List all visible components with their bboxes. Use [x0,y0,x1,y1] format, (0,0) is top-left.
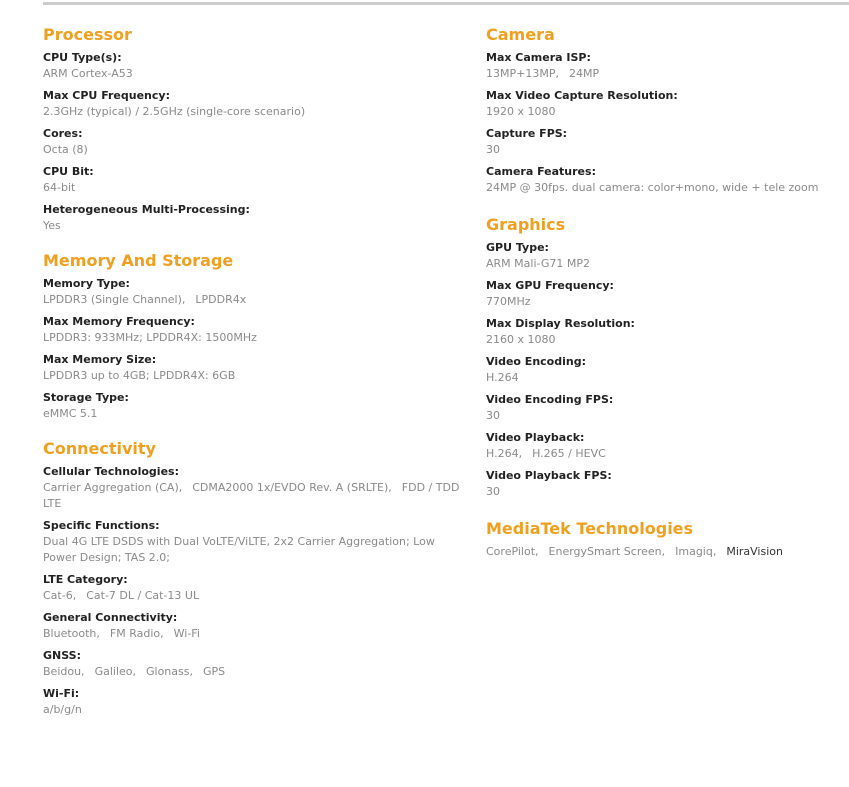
spec-value-item: Cat-6, [43,589,77,602]
spec-label: Cellular Technologies: [43,465,179,478]
spec-label: CPU Type(s): [43,51,122,64]
spec-max-video-capture-resolution [486,88,826,120]
spec-label: Heterogeneous Multi-Processing: [43,203,250,216]
spec-value: a/b/g/n [43,703,82,716]
spec-label: Capture FPS: [486,127,568,140]
spec-value [43,588,463,604]
mediatek-technologies-section [486,519,826,560]
spec-value-item: H.265 / HEVC [532,447,606,460]
spec-label: LTE Category: [43,573,128,586]
spec-label: Video Encoding: [486,355,586,368]
right-column [486,25,826,560]
technology-item-imagiq: Imagiq, [675,545,717,558]
spec-label: Max Memory Frequency: [43,315,195,328]
technology-list [486,544,826,560]
spec-value-item: CDMA2000 1x/EVDO Rev. A (SRLTE), [192,481,392,494]
graphics-section [486,215,826,500]
processor-section [43,25,463,234]
spec-lte-category [43,572,463,604]
spec-label: Max Memory Size: [43,353,157,366]
spec-max-memory-size [43,352,463,384]
spec-value: Yes [43,219,61,232]
spec-value-item: FM Radio, [109,627,164,640]
spec-value: 2160 x 1080 [486,333,556,346]
spec-label: Max Camera ISP: [486,51,591,64]
spec-value: ARM Mali-G71 MP2 [486,257,591,270]
spec-label: Max CPU Frequency: [43,89,170,102]
spec-value: 30 [486,409,500,422]
spec-video-encoding-fps [486,392,826,424]
spec-max-gpu-frequency [486,278,826,310]
technology-item-corepilot: CorePilot, [486,545,539,558]
spec-storage-type [43,390,463,422]
spec-value-item: LPDDR3 (Single Channel), [43,293,186,306]
spec-capture-fps [486,126,826,158]
spec-label: Video Encoding FPS: [486,393,614,406]
spec-label: Wi-Fi: [43,687,80,700]
spec-video-encoding [486,354,826,386]
spec-label: Max Display Resolution: [486,317,635,330]
technology-item-energysmart-screen: EnergySmart Screen, [548,545,666,558]
spec-label: Max Video Capture Resolution: [486,89,678,102]
camera-title: Camera [486,25,555,44]
spec-value-item: Bluetooth, [43,627,100,640]
spec-value: LPDDR3 up to 4GB; LPDDR4X: 6GB [43,369,236,382]
spec-max-memory-frequency [43,314,463,346]
spec-cellular-technologies [43,464,463,512]
spec-label: Cores: [43,127,83,140]
camera-section [486,25,826,196]
connectivity-section [43,439,463,718]
spec-memory-type [43,276,463,308]
spec-cpu-type [43,50,463,82]
spec-value-item: 13MP+13MP, [486,67,559,80]
spec-cpu-bit [43,164,463,196]
processor-title: Processor [43,25,132,44]
spec-general-connectivity [43,610,463,642]
technology-link-miravision[interactable]: MiraVision [726,545,783,558]
spec-value: eMMC 5.1 [43,407,98,420]
spec-value [486,446,826,462]
spec-value-item: H.264, [486,447,523,460]
spec-max-display-resolution [486,316,826,348]
spec-value-item: 24MP [568,67,600,80]
spec-value-item: FDD / TDD LTE [43,481,460,510]
spec-value-item: Beidou, [43,665,85,678]
spec-label: Memory Type: [43,277,130,290]
graphics-title: Graphics [486,215,566,234]
spec-max-camera-isp [486,50,826,82]
spec-value: H.264 [486,371,519,384]
spec-value-item: LPDDR4x [195,293,247,306]
spec-gnss [43,648,463,680]
spec-gpu-type [486,240,826,272]
memory-section [43,251,463,422]
spec-label: Video Playback FPS: [486,469,612,482]
spec-value: 30 [486,485,500,498]
spec-value: ARM Cortex-A53 [43,67,133,80]
spec-label: General Connectivity: [43,611,178,624]
spec-value [43,664,463,680]
spec-wifi [43,686,463,718]
spec-cores [43,126,463,158]
spec-value [486,66,826,82]
spec-max-cpu-frequency [43,88,463,120]
memory-title: Memory And Storage [43,251,234,270]
spec-value: LPDDR3: 933MHz; LPDDR4X: 1500MHz [43,331,257,344]
spec-video-playback [486,430,826,462]
spec-value-item: Cat-7 DL / Cat-13 UL [86,589,200,602]
spec-camera-features [486,164,826,196]
spec-value-item: Glonass, [146,665,193,678]
spec-value [43,480,463,512]
spec-label: GNSS: [43,649,81,662]
spec-value-item: Galileo, [94,665,136,678]
spec-label: GPU Type: [486,241,549,254]
left-column [43,25,463,724]
spec-value: 770MHz [486,295,531,308]
spec-value: Dual 4G LTE DSDS with Dual VoLTE/ViLTE, 2x2 Carrier Aggregation; Low Power Design; TAS 2.0; [43,535,435,564]
spec-value-item: GPS [202,665,226,678]
spec-label: Storage Type: [43,391,129,404]
spec-value [43,626,463,642]
spec-label: CPU Bit: [43,165,94,178]
spec-value [43,292,463,308]
spec-value: 30 [486,143,500,156]
spec-value-item: Carrier Aggregation (CA), [43,481,183,494]
top-divider [43,2,849,5]
spec-value: 1920 x 1080 [486,105,556,118]
spec-hmp [43,202,463,234]
spec-specific-functions [43,518,463,566]
spec-video-playback-fps [486,468,826,500]
spec-label: Specific Functions: [43,519,160,532]
spec-value: 24MP @ 30fps. dual camera: color+mono, wide + tele zoom [486,181,819,194]
mediatek-title: MediaTek Technologies [486,519,694,538]
spec-value: 64-bit [43,181,76,194]
spec-value-item: Wi-Fi [173,627,200,640]
spec-label: Max GPU Frequency: [486,279,614,292]
spec-value: 2.3GHz (typical) / 2.5GHz (single-core scenario) [43,105,306,118]
spec-label: Video Playback: [486,431,585,444]
spec-value: Octa (8) [43,143,88,156]
spec-label: Camera Features: [486,165,596,178]
connectivity-title: Connectivity [43,439,156,458]
